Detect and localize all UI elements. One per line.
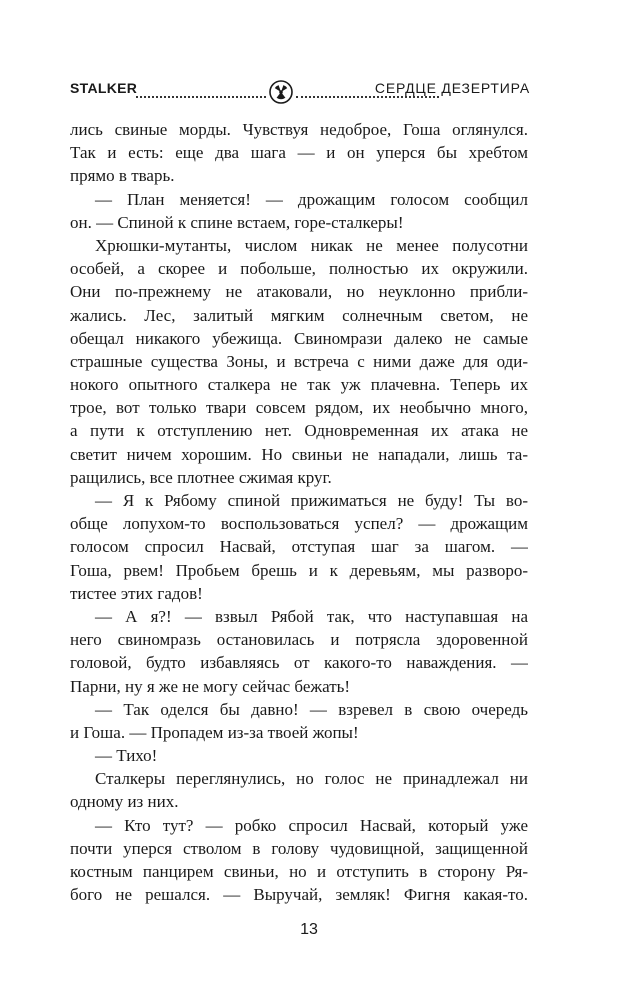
text-line: Сталкеры переглянулись, но голос не принадлежал ни: [95, 769, 528, 789]
text-line: него свиномразь остановилась и потрясла здоровенной: [70, 630, 528, 650]
text-line: Хрюшки-мутанты, числом никак не менее полусотни: [95, 235, 528, 255]
text-line: бого не решался. — Выручай, земляк! Фигня какая-то.: [70, 885, 528, 905]
text-line: — Так оделся бы давно! — взревел в свою очередь: [95, 699, 528, 719]
page-number: 13: [300, 921, 318, 938]
text-line: лись свиные морды. Чувствуя недоброе, Гоша оглянулся.: [70, 120, 528, 139]
text-line: — А я?! — взвыл Рябой так, что наступавшая на: [95, 606, 528, 626]
text-line: головой, будто избавляясь от какого-то наваждения. —: [70, 653, 528, 673]
text-line: обещал никакого убежища. Свиномрази далеко не самые: [70, 328, 528, 348]
text-line: а пути к отступлению нет. Одновременная их атака не: [70, 421, 528, 441]
radiation-icon: [269, 80, 293, 104]
text-line: — Кто тут? — робко спросил Насвай, который уже: [95, 815, 528, 835]
text-line: обще лопухом-то воспользоваться успел? — дрожащим: [70, 514, 528, 534]
text-line: жались. Лес, залитый мягким солнечным светом, не: [70, 305, 528, 325]
text-line: прямо в тварь.: [70, 166, 175, 186]
book-title: СЕРДЦЕ ДЕЗЕРТИРА: [374, 80, 530, 96]
text-line: светит ничем хорошим. Но свиньи не нападали, лишь та-: [70, 444, 528, 464]
text-line: ращились, все плотнее сжимая круг.: [70, 467, 332, 487]
text-line: — План меняется! — дрожащим голосом сообщил: [95, 189, 528, 209]
text-line: Они по-прежнему не атаковали, но неуклонно прибли-: [70, 282, 528, 302]
text-line: и Гоша. — Пропадем из-за твоей жопы!: [70, 722, 359, 742]
text-line: костным панцирем свиньи, но и отступить в сторону Ря-: [70, 862, 528, 881]
text-line: одному из них.: [70, 792, 179, 812]
series-title: STALKER: [70, 80, 138, 96]
header-leader-left: [136, 96, 266, 98]
text-line: почти уперся стволом в голову чудовищной, защищенной: [70, 838, 528, 858]
text-line: Гоша, рвем! Пробьем брешь и к деревьям, мы разворо-: [70, 560, 528, 580]
text-line: Парни, ну я же не могу сейчас бежать!: [70, 676, 351, 696]
page-body: [70, 118, 528, 906]
text-line: тистее этих гадов!: [70, 583, 203, 603]
text-line: особей, а скорее и побольше, полностью их окружили.: [70, 259, 528, 279]
text-line: страшные существа Зоны, и встреча с ними даже для оди-: [70, 351, 528, 371]
text-line: голосом спросил Насвай, отступая шаг за шагом. —: [70, 537, 528, 557]
text-line: Так и есть: еще два шага — и он уперся бы хребтом: [70, 143, 528, 163]
text-line: нокого опытного сталкера не так уж плачевна. Теперь их: [70, 375, 528, 395]
text-line: — Я к Рябому спиной прижиматься не буду! Ты во-: [95, 491, 528, 510]
text-line: — Тихо!: [95, 746, 158, 766]
running-header: [70, 80, 530, 104]
text-line: трое, вот только твари совсем рядом, их необычно много,: [70, 398, 528, 418]
header-leader-right: [296, 96, 439, 98]
text-line: он. — Спиной к спине встаем, горе-сталкеры!: [70, 212, 404, 232]
